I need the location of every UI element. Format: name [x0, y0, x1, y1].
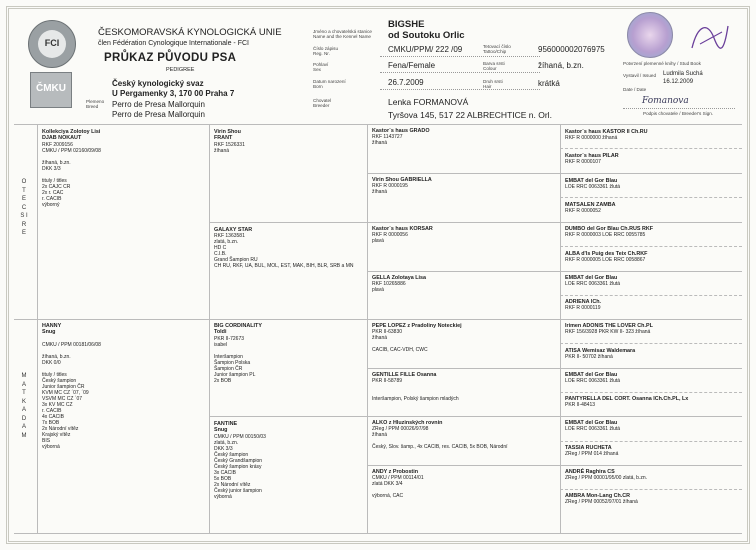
ancestor-detail: Interšampion, Polský šampion mladých [372, 396, 459, 403]
ancestor-detail: plavá [372, 238, 384, 245]
ancestor-name: AMBRA Mon-Lang Ch.CR [565, 493, 631, 499]
ancestor-detail: Junior šampion PL [214, 371, 256, 378]
ancestor-cell [565, 396, 740, 408]
ancestor-kennel: Toldi [214, 329, 227, 336]
ancestor-detail: Grand Šampion RU [214, 257, 258, 264]
ancestor-detail: RKF 156/3928 PKR KW II- 323 žíhaná [565, 329, 651, 336]
ancestor-detail: LOE RRC 0063361 žlutá [565, 378, 621, 385]
ancestor-cell [214, 421, 364, 500]
ancestor-detail: 3x CACIB [214, 469, 236, 476]
ancestor-detail: žíhaná [372, 140, 388, 147]
ancestor-detail: tituly / titles [42, 177, 67, 184]
ancestor-cell [372, 323, 558, 353]
ancestor-name: EMBAT del Gor Blau [565, 372, 618, 378]
ancestor-detail: RKF 10265886 [372, 281, 406, 288]
ancestor-detail: PKR II- 50702 žíhaná [565, 354, 613, 361]
ancestor-detail: CMKU / PPM 00150/03 [214, 433, 266, 440]
ancestor-detail: LOE RRC 0063361 žlutá [565, 426, 621, 433]
ancestor-detail: plavá [372, 287, 384, 294]
ancestor-detail: ZReg / PPM 00052/97/01 žíhaná [565, 499, 638, 506]
ancestor-name: MATSALEN ZAMBA [565, 202, 616, 208]
ancestor-detail: 2x r. CAC [42, 189, 64, 196]
ancestor-name: ATISA Wemisaz Waldemara [565, 348, 636, 354]
tattoo-label: Tetovací číslo Tattoo/Chip [483, 44, 511, 54]
ancestor-detail: RKF R 0000107 [565, 159, 601, 166]
ancestor-cell [372, 275, 558, 293]
table-top-border [14, 124, 742, 125]
ancestor-detail: CACIB, CAC-VDH, CWC [372, 347, 428, 354]
ancestor-detail: RKF 1526331 [214, 141, 245, 148]
tattoo-value: 956000002076975 [538, 45, 605, 54]
ancestor-cell [565, 178, 740, 190]
ancestor-detail: PKR II-63830 [372, 329, 403, 336]
ancestor-detail: ZReg / PPM 00001/95/00 zlatá, b.zn. [565, 475, 647, 482]
ancestor-detail: Český Grandšampion [214, 457, 263, 464]
ancestor-name: ALBA d'ls Puig des Teix Ch.RKF [565, 251, 648, 257]
breed-label: Plemeno Breed [86, 99, 105, 109]
ancestor-name: GALAXY STAR [214, 227, 253, 233]
ancestor-detail: RKF R 0000119 [565, 305, 601, 312]
ancestor-detail: 2x BOB [214, 377, 232, 384]
ancestor-detail: výborná [42, 443, 60, 450]
club-name: Český kynologický svaz [112, 79, 204, 88]
ancestor-cell [565, 202, 740, 214]
ancestor-detail: Šampion Polska [214, 359, 251, 366]
ancestor-name: ALKO z Hluzinských rovnin [372, 420, 443, 426]
field-line [380, 56, 540, 57]
ancestor-cell [565, 372, 740, 384]
colour-value: žíhaná, b.zn. [538, 61, 584, 70]
ancestor-detail: Šampion ČR [214, 365, 243, 372]
ancestor-cell [565, 493, 740, 505]
name-label: Jméno a chovatelská stanice Name and the Kennel Name [313, 29, 372, 39]
ancestor-detail: žíhaná [214, 147, 230, 154]
ancestor-cell [565, 129, 740, 141]
ancestor-detail: zlatá DKK 3/4 [372, 481, 403, 488]
row-separator [560, 392, 742, 393]
fci-logo [28, 20, 76, 68]
sex-value: Fena/Female [388, 61, 436, 70]
ancestor-cell [372, 372, 558, 402]
ancestor-detail: žíhaná [372, 189, 388, 196]
ancestor-detail: žíhaná [372, 335, 388, 342]
ancestor-name: DUMBO del Gor Blau Ch.RUS RKF [565, 226, 654, 232]
ancestor-detail: CH RU, RKF, UA, BUL, MOL, EST, MAK, BIH, BLR, SRB a MN [214, 263, 354, 270]
ancestor-name: Kastor´s haus KORSAR [372, 226, 433, 232]
ancestor-kennel: FRANT [214, 135, 233, 142]
ancestor-detail: RKF 1363581 [214, 233, 245, 240]
ancestor-cell [214, 323, 364, 384]
handwritten-signature: Fomanova [642, 96, 689, 106]
ancestor-name: Kastor´s haus GRADO [372, 128, 430, 134]
ancestor-cell [372, 226, 558, 244]
ancestor-detail: Český šampion [42, 377, 77, 384]
ancestor-cell [372, 177, 558, 195]
ancestor-detail: ZReg / PPM 00026/97/98 [372, 426, 429, 433]
ancestor-detail: Český šampion [214, 451, 249, 458]
ancestor-name: ANDY z Probostin [372, 469, 419, 475]
fci-member: člen Fédération Cynologique Internationale - FCI [98, 40, 249, 47]
ancestor-name: EMBAT del Gor Blau [565, 420, 618, 426]
fci-logo-text: FCI [44, 38, 60, 48]
ancestor-detail: RKF R 0000056 [372, 232, 408, 239]
ancestor-cell [565, 226, 740, 238]
club-address: U Pergamenky 3, 170 00 Praha 7 [112, 89, 235, 98]
signature-line [623, 108, 735, 109]
dog-name: BIGSHE [388, 19, 425, 30]
ancestor-name: EMBAT del Gor Blau [565, 275, 618, 281]
ancestor-cell [565, 251, 740, 263]
ancestor-cell [565, 445, 740, 457]
table-bottom-border [14, 533, 742, 534]
row-separator [367, 271, 742, 272]
regno-label: Číslo zápisu Reg. Nr. [313, 46, 339, 56]
ancestor-detail: 2x Národní vítěz [214, 481, 251, 488]
ancestor-detail: ZReg / PPM 014 žíhaná [565, 451, 619, 458]
ancestor-name: EMBAT del Gor Blau [565, 178, 618, 184]
ancestor-detail: RKF R 0000000 žíhaná [565, 135, 618, 142]
ancestor-detail: Junior šampion ČR [42, 383, 85, 390]
row-separator [560, 489, 742, 490]
cmku-logo-text: ČMKU [36, 83, 66, 94]
ancestor-detail: Český junior šampion [214, 487, 262, 494]
studbook-label: Potvrzení plemenné knihy / Stud Book [623, 61, 701, 66]
ancestor-detail: BIS [42, 437, 51, 444]
ancestor-detail: výborná [214, 493, 232, 500]
row-separator [209, 416, 742, 417]
ancestor-detail: 2x Národní vítěz [42, 425, 79, 432]
ancestor-cell [565, 469, 740, 481]
ancestor-detail: RKF 2009156 [42, 141, 73, 148]
ancestor-name: Virin Shou GABRIELLA [372, 177, 432, 183]
sire-side-label: O T E C S I R E [20, 179, 28, 236]
document-subtitle: PEDIGREE [166, 67, 195, 73]
breed-en: Perro de Presa Mallorquin [112, 110, 205, 119]
dob-value: 26.7.2009 [388, 78, 424, 87]
row-separator [367, 465, 742, 466]
ancestor-name: GENTILLE FILLE Osanna [372, 372, 437, 378]
ancestor-name: GELLA Zolotaya Lisa [372, 275, 427, 281]
ancestor-kennel: Snug [42, 329, 56, 336]
stamp-seal [627, 12, 673, 58]
breeder-name: Lenka FORMANOVÁ [388, 97, 469, 107]
ancestor-detail: KVM MC CZ ´07, ´09 [42, 389, 89, 396]
ancestor-detail: DKK 3/3 [42, 165, 61, 172]
ancestor-detail: RKF 1143727 [372, 134, 403, 141]
ancestor-detail: RKF R 0000003 LOE RRC 0055785 [565, 232, 646, 239]
ancestor-detail: 5x BOB [214, 475, 232, 482]
ancestor-cell [565, 299, 740, 311]
ancestor-detail: zlatá, b.zn. [214, 239, 239, 246]
breed-cz: Perro de Presa Mallorquin [112, 100, 205, 109]
column-border [37, 124, 38, 533]
ancestor-detail: 7x BOB [42, 419, 60, 426]
ancestor-detail: r. CACIB [42, 195, 62, 202]
column-border [367, 124, 368, 533]
ancestor-cell [372, 420, 558, 450]
dog-kennel: od Soutoku Orlic [388, 30, 465, 41]
ancestor-detail: DKK 3/3 [214, 445, 233, 452]
dam-side-label: M A T K A D A M [21, 373, 27, 439]
row-separator [560, 148, 742, 149]
ancestor-detail: VSVM MC CZ ´07 [42, 395, 83, 402]
ancestor-detail: RKF R 0000052 [565, 208, 601, 215]
row-separator [367, 368, 742, 369]
ancestor-detail: LOE RRC 0063361 žlutá [565, 184, 621, 191]
colour-label: Barva srsti Colour [483, 61, 505, 71]
row-separator [560, 197, 742, 198]
ancestor-name: PEPE LOPEZ z Pradoliny Noteckiej [372, 323, 462, 329]
ancestor-cell [565, 275, 740, 287]
coat-value: krátká [538, 79, 560, 88]
ancestor-name: Kollekciya Zolotoy Lisi [42, 129, 101, 135]
ancestor-detail: Interšampion [214, 353, 243, 360]
ancestor-detail: 4x CACIB [42, 413, 64, 420]
ancestor-detail: HD C [214, 245, 227, 252]
ancestor-detail: PKR II-72673 [214, 335, 245, 342]
ancestor-cell [565, 153, 740, 165]
ancestor-name: BIG CORDINALITY [214, 323, 262, 329]
ancestor-name: Virin Shou [214, 129, 241, 135]
row-separator [560, 295, 742, 296]
cmku-logo [30, 72, 72, 108]
ancestor-detail: PKR II-48413 [565, 402, 596, 409]
column-border [209, 124, 210, 533]
ancestor-detail: Český, Slov. šamp., 4x CACIB, res. CACIB, 5x BOB, Národní [372, 444, 508, 451]
ancestor-detail: CMKU / PPM 00114/01 [372, 475, 424, 482]
row-separator [560, 246, 742, 247]
org-name: ČESKOMORAVSKÁ KYNOLOGICKÁ UNIE [98, 27, 282, 38]
ancestor-name: PANTYRELLA DEL CORT. Osanna ICh.Ch.PL, Lx [565, 396, 689, 402]
ancestor-name: HANNY [42, 323, 62, 329]
ancestor-detail: 2x CAJC CR [42, 183, 71, 190]
field-line [380, 89, 540, 90]
ancestor-detail: Český šampion krásy [214, 463, 262, 470]
ancestor-detail: C.I.B. [214, 251, 227, 258]
ancestor-detail: žíhaná, b.zn. [42, 159, 71, 166]
coat-label: Druh srsti Hair [483, 79, 503, 89]
breeder-label: Chovatel Breeder [313, 98, 332, 108]
issued-label: Vystavil / Issued [623, 73, 657, 78]
reg-number: CMKU/PPM/ 222 /09 [388, 45, 463, 54]
signature-mark [688, 18, 732, 58]
ancestor-detail: žíhaná, b.zn. [42, 353, 71, 360]
ancestor-name: Kastor´s haus KASTOR II Ch.RU [565, 129, 648, 135]
breeder-sign-label: Podpis chovatele / Breeder's Sign. [643, 111, 714, 116]
ancestor-name: Irimen ADONIS THE LOVER Ch.PL [565, 323, 653, 329]
ancestor-cell [565, 420, 740, 432]
ancestor-cell [42, 323, 202, 450]
sex-label: Pohlaví Sex [313, 62, 329, 72]
issued-by: Ludmila Suchá [663, 71, 703, 77]
ancestor-detail: RKF R 0000195 [372, 183, 408, 190]
ancestor-detail: CMKU / PPM 00181/06/08 [42, 341, 101, 348]
ancestor-cell [214, 129, 364, 154]
document-title: PRŮKAZ PŮVODU PSA [104, 52, 237, 64]
ancestor-detail: r. CACIB [42, 407, 62, 414]
ancestor-kennel: DJAB NOKAUT [42, 135, 82, 142]
field-line [380, 72, 540, 73]
ancestor-detail: isabel [214, 341, 228, 348]
ancestor-cell [372, 128, 558, 146]
ancestor-detail: žíhaná [372, 432, 388, 439]
ancestor-cell [565, 323, 740, 335]
date-label: Date / Date [623, 87, 647, 92]
ancestor-cell [372, 469, 558, 499]
ancestor-detail: Krajský vítěz [42, 431, 71, 438]
ancestor-name: ADRIENA lCh. [565, 299, 602, 305]
column-border [560, 124, 561, 533]
ancestor-detail: CMKU / PPM 02160/09/08 [42, 147, 101, 154]
ancestor-cell [565, 348, 740, 360]
ancestor-name: FANTINE [214, 421, 238, 427]
ancestor-detail: 3x KV MC CZ [42, 401, 73, 408]
ancestor-detail: PKR II-58789 [372, 378, 403, 385]
dob-label: Datum narození Born [313, 79, 346, 89]
ancestor-cell [214, 227, 364, 269]
ancestor-detail: DKK 0/0 [42, 359, 61, 366]
ancestor-name: TASSIA RUCHETA [565, 445, 612, 451]
ancestor-name: ANDRÉ Raghira CS [565, 469, 615, 475]
row-separator [209, 222, 742, 223]
breeder-address: Tyršova 145, 517 22 ALBRECHTICE n. Orl. [388, 110, 552, 120]
ancestor-detail: tituly / titles [42, 371, 67, 378]
row-separator [367, 173, 742, 174]
ancestor-detail: zlatá, b.zn. [214, 439, 239, 446]
row-separator [560, 441, 742, 442]
ancestor-detail: RKF R 0000005 LOE RRC 0058867 [565, 257, 646, 264]
ancestor-kennel: Snug [214, 427, 228, 434]
ancestor-cell [42, 129, 202, 208]
ancestor-detail: výborný [42, 201, 60, 208]
issue-date: 16.12.2009 [663, 79, 694, 85]
ancestor-detail: LOE RRC 0063361 žlutá [565, 281, 621, 288]
ancestor-name: Kastor´s haus PILAR [565, 153, 619, 159]
table-mid-border [14, 319, 742, 320]
ancestor-detail: výborná, CAC [372, 493, 404, 500]
row-separator [560, 343, 742, 344]
